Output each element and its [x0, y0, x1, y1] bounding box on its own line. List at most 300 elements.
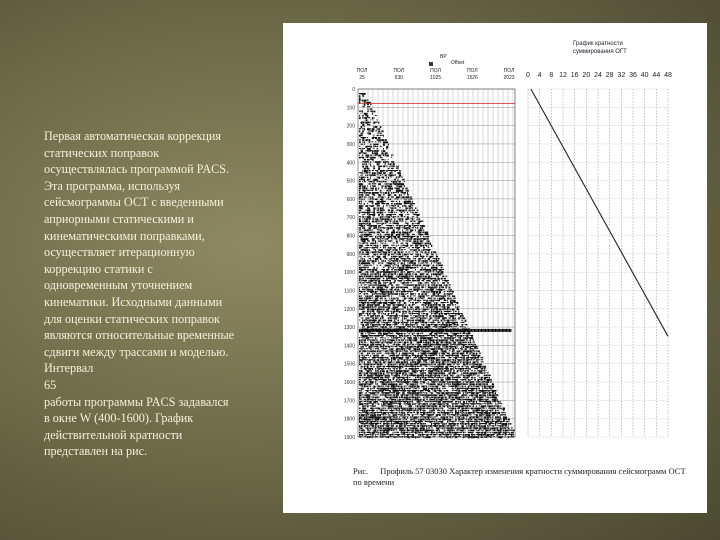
- trace-wiggle: [482, 366, 483, 368]
- trace-wiggle: [444, 339, 446, 340]
- trace-wiggle: [375, 251, 377, 252]
- trace-wiggle: [362, 388, 363, 390]
- trace-wiggle: [367, 245, 369, 246]
- trace-wiggle: [429, 377, 431, 378]
- trace-wiggle: [380, 390, 381, 392]
- trace-wiggle: [461, 315, 463, 316]
- trace-wiggle: [468, 381, 469, 383]
- trace-wiggle: [375, 368, 376, 370]
- trace-wiggle: [436, 348, 437, 349]
- trace-wiggle: [380, 181, 381, 183]
- trace-wiggle: [417, 276, 419, 278]
- trace-wiggle: [450, 370, 451, 372]
- trace-wiggle: [389, 364, 391, 365]
- trace-wiggle: [457, 353, 459, 355]
- trace-wiggle: [405, 273, 407, 275]
- trace-wiggle: [369, 225, 370, 227]
- trace-wiggle: [393, 337, 395, 339]
- trace-wiggle: [412, 298, 413, 300]
- trace-wiggle: [388, 317, 389, 318]
- trace-wiggle: [365, 159, 366, 161]
- trace-wiggle: [484, 383, 485, 385]
- trace-wiggle: [365, 350, 366, 352]
- trace-wiggle: [389, 355, 391, 357]
- trace-wiggle: [373, 199, 374, 200]
- trace-wiggle: [447, 344, 449, 345]
- trace-wiggle: [378, 311, 380, 313]
- trace-wiggle: [445, 394, 446, 395]
- trace-wiggle: [428, 289, 429, 290]
- trace-wiggle: [431, 344, 433, 345]
- trace-wiggle: [361, 315, 363, 316]
- trace-wiggle: [385, 249, 386, 250]
- trace-wiggle: [381, 223, 383, 225]
- trace-wiggle: [474, 386, 476, 387]
- trace-wiggle: [477, 375, 478, 377]
- trace-wiggle: [407, 359, 408, 361]
- trace-wiggle: [444, 278, 446, 280]
- trace-wiggle: [377, 245, 379, 247]
- trace-wiggle: [407, 381, 409, 383]
- trace-wiggle: [420, 243, 421, 245]
- trace-wiggle: [381, 269, 383, 270]
- trace-wiggle: [383, 320, 384, 322]
- trace-wiggle: [410, 282, 412, 283]
- trace-wiggle: [410, 240, 411, 241]
- trace-wiggle: [413, 271, 414, 273]
- trace-wiggle: [437, 260, 439, 261]
- trace-wiggle: [367, 168, 368, 170]
- trace-wiggle: [428, 353, 430, 354]
- trace-wiggle: [450, 357, 451, 358]
- trace-wiggle: [493, 392, 494, 394]
- trace-wiggle: [399, 177, 400, 178]
- trace-wiggle: [367, 218, 368, 219]
- trace-wiggle: [386, 302, 387, 304]
- trace-wiggle: [367, 225, 369, 226]
- trace-wiggle: [426, 368, 427, 370]
- trace-wiggle: [404, 245, 405, 246]
- trace-wiggle: [444, 357, 445, 358]
- trace-wiggle: [381, 300, 382, 301]
- trace-wiggle: [402, 381, 404, 383]
- trace-wiggle: [420, 258, 421, 260]
- trace-wiggle: [372, 181, 373, 182]
- trace-wiggle: [383, 324, 385, 326]
- trace-wiggle: [389, 392, 391, 393]
- trace-wiggle: [409, 227, 411, 229]
- body-line: коррекцию статики с: [44, 261, 153, 276]
- trace-wiggle: [402, 243, 403, 244]
- trace-wiggle: [388, 227, 389, 229]
- trace-wiggle: [431, 333, 432, 335]
- trace-wiggle: [383, 350, 384, 351]
- trace-wiggle: [391, 254, 393, 255]
- trace-wiggle: [436, 291, 438, 293]
- trace-wiggle: [415, 249, 417, 250]
- trace-wiggle: [364, 260, 366, 262]
- trace-wiggle: [361, 267, 362, 269]
- trace-wiggle: [458, 306, 460, 307]
- trace-wiggle: [418, 390, 419, 391]
- trace-wiggle: [407, 353, 408, 354]
- trace-wiggle: [405, 342, 406, 343]
- trace-wiggle: [394, 344, 395, 345]
- trace-wiggle: [450, 346, 452, 348]
- trace-wiggle: [364, 289, 365, 290]
- trace-wiggle: [396, 324, 398, 325]
- trace-wiggle: [412, 372, 413, 374]
- trace-wiggle: [381, 262, 383, 263]
- trace-wiggle: [460, 335, 462, 337]
- trace-wiggle: [445, 295, 446, 296]
- trace-wiggle: [365, 302, 366, 304]
- trace-wiggle: [477, 386, 479, 388]
- trace-wiggle: [373, 267, 375, 269]
- trace-wiggle: [426, 359, 427, 360]
- trace-wiggle: [370, 258, 371, 260]
- trace-wiggle: [431, 287, 433, 289]
- trace-wiggle: [385, 273, 386, 275]
- trace-wiggle: [452, 355, 454, 357]
- trace-wiggle: [423, 320, 424, 322]
- trace-wiggle: [385, 216, 386, 217]
- trace-wiggle: [434, 342, 435, 344]
- trace-wiggle: [428, 287, 430, 288]
- trace-wiggle: [433, 300, 435, 302]
- trace-wiggle: [429, 342, 431, 344]
- trace-wiggle: [407, 212, 408, 213]
- trace-wiggle: [461, 335, 462, 337]
- trace-wiggle: [417, 254, 419, 256]
- trace-wiggle: [399, 269, 401, 271]
- trace-wiggle: [423, 249, 425, 251]
- trace-wiggle: [463, 388, 465, 389]
- trace-wiggle: [365, 216, 366, 218]
- trace-wiggle: [362, 225, 363, 227]
- trace-wiggle: [433, 315, 434, 317]
- trace-wiggle: [441, 298, 443, 300]
- trace-wiggle: [375, 146, 376, 147]
- trace-wiggle: [476, 388, 477, 390]
- trace-wiggle: [460, 375, 462, 376]
- trace-wiggle: [442, 287, 444, 288]
- trace-wiggle: [367, 207, 369, 208]
- trace-wiggle: [469, 388, 471, 389]
- trace-wiggle: [484, 386, 486, 388]
- trace-wiggle: [396, 311, 398, 312]
- trace-wiggle: [393, 216, 394, 218]
- trace-wiggle: [394, 361, 395, 362]
- trace-wiggle: [473, 344, 474, 346]
- trace-wiggle: [439, 346, 440, 348]
- trace-wiggle: [397, 320, 399, 321]
- trace-wiggle: [367, 177, 368, 178]
- trace-wiggle: [412, 207, 413, 208]
- trace-wiggle: [410, 344, 411, 345]
- trace-wiggle: [391, 214, 392, 216]
- trace-wiggle: [447, 300, 448, 302]
- trace-wiggle: [370, 317, 371, 318]
- trace-wiggle: [383, 194, 385, 195]
- trace-wiggle: [388, 260, 389, 261]
- trace-wiggle: [458, 309, 459, 311]
- trace-wiggle: [465, 359, 466, 360]
- trace-wiggle: [383, 166, 385, 168]
- trace-wiggle: [425, 243, 427, 245]
- trace-wiggle: [396, 326, 398, 327]
- trace-wiggle: [394, 304, 395, 306]
- trace-wiggle: [383, 335, 384, 336]
- trace-wiggle: [423, 381, 425, 383]
- trace-wiggle: [444, 383, 445, 385]
- trace-wiggle: [359, 190, 360, 192]
- trace-wiggle: [428, 240, 430, 242]
- trace-wiggle: [386, 146, 388, 148]
- trace-wiggle: [431, 309, 432, 311]
- trace-wiggle: [477, 364, 478, 366]
- trace-wiggle: [428, 243, 429, 245]
- trace-wiggle: [413, 317, 415, 318]
- trace-wiggle: [391, 276, 393, 278]
- trace-wiggle: [394, 335, 395, 337]
- trace-wiggle: [460, 381, 462, 382]
- trace-wiggle: [452, 293, 453, 294]
- trace-wiggle: [429, 280, 430, 282]
- trace-wiggle: [413, 265, 414, 266]
- trace-wiggle: [373, 221, 374, 223]
- trace-wiggle: [386, 203, 388, 205]
- trace-wiggle: [425, 372, 426, 374]
- trace-wiggle: [423, 348, 424, 349]
- body-line: Первая автоматическая коррекция: [44, 129, 222, 143]
- trace-wiggle: [359, 199, 360, 200]
- trace-wiggle: [370, 229, 371, 230]
- trace-wiggle: [425, 370, 426, 371]
- trace-wiggle: [369, 223, 371, 225]
- trace-wiggle: [402, 399, 404, 401]
- trace-wiggle: [401, 300, 402, 302]
- trace-wiggle: [373, 238, 375, 239]
- trace-wiggle: [425, 238, 426, 240]
- trace-wiggle: [375, 302, 376, 303]
- trace-wiggle: [378, 344, 380, 345]
- trace-wiggle: [375, 392, 376, 393]
- trace-wiggle: [404, 282, 405, 283]
- trace-wiggle: [423, 256, 425, 257]
- trace-wiggle: [437, 333, 438, 335]
- trace-wiggle: [386, 381, 388, 383]
- trace-wiggle: [370, 119, 371, 120]
- trace-wiggle: [381, 243, 383, 244]
- trace-wiggle: [453, 355, 455, 356]
- trace-wiggle: [369, 282, 370, 283]
- trace-wiggle: [437, 300, 439, 301]
- trace-wiggle: [373, 377, 375, 379]
- trace-wiggle: [364, 311, 366, 312]
- trace-wiggle: [415, 313, 417, 314]
- trace-wiggle: [377, 394, 378, 395]
- trace-wiggle: [361, 133, 363, 135]
- trace-wiggle: [380, 221, 382, 222]
- trace-wiggle: [380, 309, 382, 311]
- trace-wiggle: [474, 368, 476, 369]
- trace-wiggle: [391, 225, 392, 227]
- trace-wiggle: [449, 320, 450, 321]
- trace-wiggle: [487, 392, 488, 393]
- trace-wiggle: [364, 300, 366, 302]
- trace-wiggle: [407, 216, 409, 218]
- trace-wiggle: [434, 317, 436, 318]
- trace-wiggle: [487, 397, 489, 398]
- trace-wiggle: [420, 359, 421, 360]
- trace-wiggle: [378, 359, 379, 361]
- trace-wiggle: [449, 311, 451, 312]
- trace-wiggle: [359, 188, 361, 190]
- trace-wiggle: [460, 377, 461, 378]
- trace-wiggle: [473, 364, 474, 366]
- trace-wiggle: [415, 251, 417, 252]
- trace-wiggle: [413, 375, 415, 377]
- trace-wiggle: [426, 243, 428, 244]
- trace-wiggle: [364, 126, 365, 127]
- trace-wiggle: [447, 302, 449, 303]
- trace-wiggle: [431, 245, 432, 247]
- trace-wiggle: [370, 236, 372, 237]
- trace-wiggle: [477, 397, 478, 399]
- trace-wiggle: [396, 386, 397, 387]
- trace-wiggle: [394, 251, 396, 253]
- trace-wiggle: [380, 359, 382, 361]
- trace-wiggle: [362, 192, 363, 194]
- trace-wiggle: [397, 377, 399, 379]
- trace-wiggle: [413, 280, 415, 281]
- trace-wiggle: [391, 234, 393, 236]
- trace-wiggle: [437, 397, 439, 399]
- trace-wiggle: [399, 172, 401, 174]
- trace-wiggle: [385, 170, 386, 172]
- trace-wiggle: [373, 146, 374, 148]
- trace-wiggle: [474, 344, 476, 346]
- trace-wiggle: [447, 348, 448, 350]
- trace-wiggle: [372, 111, 373, 113]
- trace-wiggle: [389, 205, 390, 207]
- trace-wiggle: [361, 148, 362, 150]
- trace-wiggle: [367, 390, 368, 392]
- trace-wiggle: [373, 210, 374, 212]
- trace-wiggle: [367, 353, 368, 355]
- trace-wiggle: [436, 320, 437, 321]
- trace-wiggle: [378, 139, 380, 141]
- trace-wiggle: [420, 225, 422, 226]
- trace-wiggle: [369, 141, 370, 142]
- trace-wiggle: [389, 348, 390, 350]
- trace-wiggle: [369, 170, 371, 172]
- trace-wiggle: [367, 111, 369, 112]
- trace-wiggle: [370, 383, 372, 384]
- trace-wiggle: [369, 333, 370, 335]
- trace-wiggle: [393, 260, 394, 262]
- trace-wiggle: [372, 293, 373, 295]
- trace-wiggle: [383, 317, 384, 318]
- trace-wiggle: [389, 278, 390, 280]
- trace-wiggle: [405, 359, 406, 360]
- trace-wiggle: [359, 128, 361, 129]
- trace-wiggle: [381, 366, 382, 367]
- trace-wiggle: [415, 258, 416, 260]
- trace-wiggle: [401, 309, 402, 311]
- trace-wiggle: [383, 177, 384, 179]
- trace-wiggle: [367, 249, 368, 251]
- trace-wiggle: [417, 289, 419, 291]
- trace-wiggle: [370, 243, 372, 244]
- trace-wiggle: [367, 108, 368, 109]
- trace-wiggle: [415, 337, 417, 339]
- trace-wiggle: [423, 377, 425, 378]
- trace-wiggle: [450, 381, 452, 382]
- trace-wiggle: [369, 117, 371, 118]
- trace-wiggle: [362, 348, 363, 349]
- trace-wiggle: [386, 359, 387, 361]
- trace-wiggle: [420, 260, 421, 261]
- trace-wiggle: [413, 394, 414, 395]
- trace-wiggle: [388, 350, 389, 351]
- trace-wiggle: [394, 287, 395, 288]
- trace-wiggle: [420, 282, 422, 284]
- trace-wiggle: [415, 383, 416, 384]
- trace-wiggle: [359, 227, 361, 229]
- trace-wiggle: [389, 306, 390, 307]
- trace-wiggle: [420, 381, 422, 382]
- trace-wiggle: [453, 311, 454, 313]
- trace-wiggle: [412, 260, 414, 262]
- trace-wiggle: [444, 324, 445, 326]
- trace-wiggle: [377, 361, 378, 363]
- trace-wiggle: [359, 218, 361, 220]
- trace-wiggle: [394, 267, 396, 268]
- trace-wiggle: [436, 254, 437, 256]
- trace-wiggle: [383, 223, 384, 224]
- trace-wiggle: [407, 245, 408, 246]
- trace-wiggle: [407, 273, 408, 274]
- trace-wiggle: [474, 383, 475, 385]
- trace-wiggle: [402, 269, 404, 270]
- trace-wiggle: [466, 361, 468, 363]
- trace-wiggle: [401, 388, 403, 389]
- trace-wiggle: [452, 366, 453, 367]
- trace-wiggle: [423, 359, 425, 361]
- trace-wiggle: [362, 254, 363, 255]
- trace-wiggle: [359, 293, 361, 294]
- trace-wiggle: [365, 383, 366, 385]
- trace-wiggle: [362, 174, 363, 175]
- trace-wiggle: [396, 306, 398, 308]
- trace-wiggle: [397, 280, 398, 281]
- trace-wiggle: [455, 313, 457, 315]
- trace-wiggle: [381, 355, 383, 357]
- trace-wiggle: [393, 245, 395, 246]
- trace-wiggle: [442, 271, 443, 272]
- trace-wiggle: [375, 346, 377, 347]
- trace-wiggle: [367, 146, 369, 147]
- trace-wiggle: [389, 311, 391, 312]
- trace-wiggle: [385, 185, 387, 187]
- trace-wiggle: [393, 399, 395, 400]
- trace-wiggle: [423, 260, 424, 262]
- trace-wiggle: [452, 333, 454, 334]
- trace-wiggle: [361, 348, 362, 350]
- trace-wiggle: [445, 399, 447, 401]
